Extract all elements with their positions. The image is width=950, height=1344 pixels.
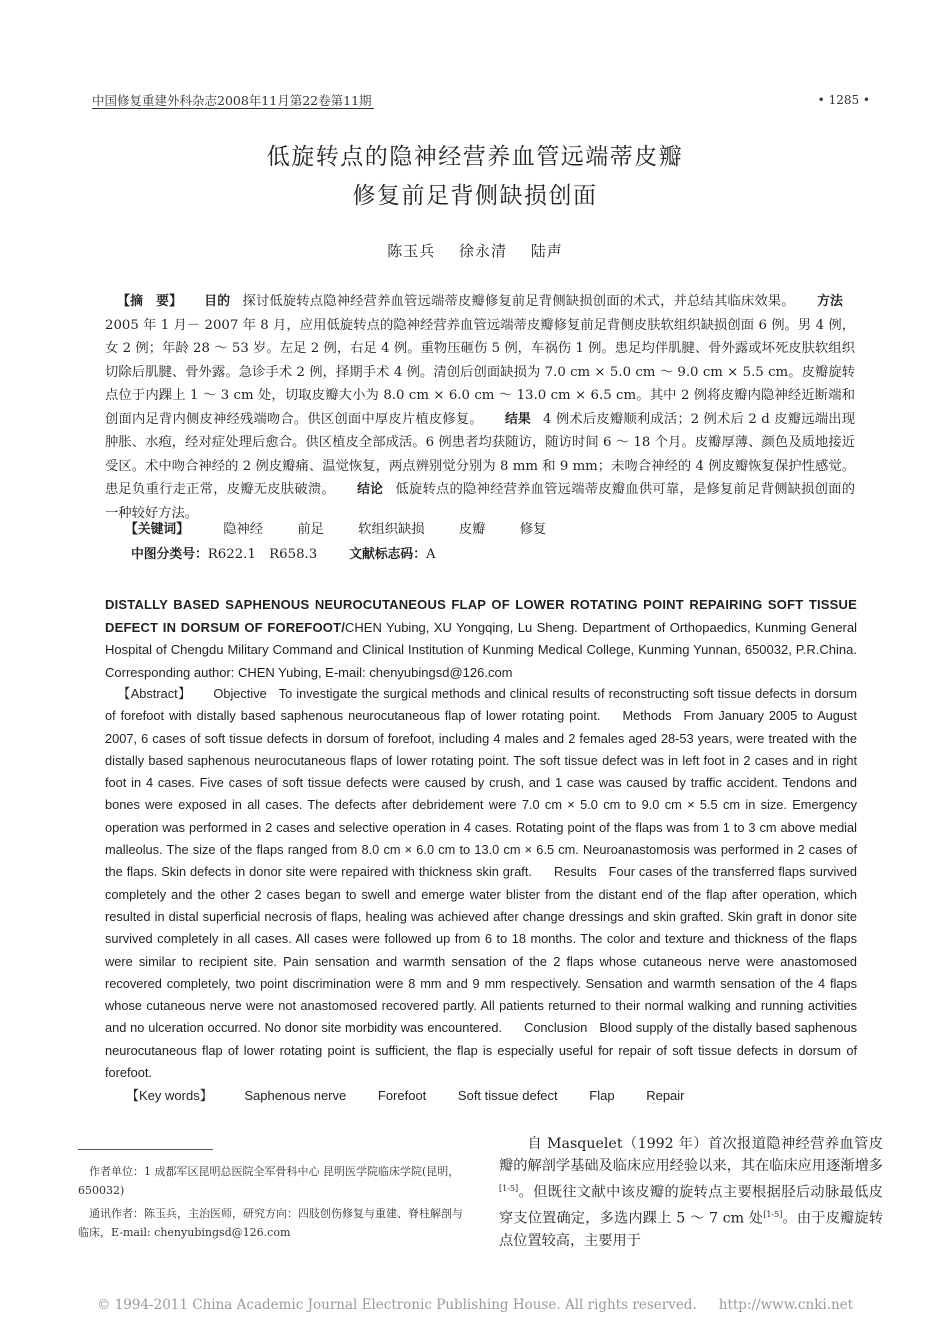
- keyword: 前足: [297, 522, 324, 537]
- article-title-line-2: 修复前足背侧缺损创面: [352, 183, 598, 209]
- english-abstract-label: 【Abstract】: [117, 686, 192, 701]
- author: 徐永清: [458, 242, 507, 260]
- author: 陈玉兵: [387, 242, 436, 260]
- footnote-rule: [78, 1149, 213, 1150]
- keyword: Soft tissue defect: [457, 1088, 558, 1103]
- results-label: 结果: [504, 411, 532, 427]
- document-code-value: A: [426, 547, 436, 562]
- body-text: [499, 1133, 883, 1252]
- english-results-label: Results: [553, 864, 597, 880]
- body-text-part: 。由于皮瓣旋转点位置较高，主要用于: [499, 1210, 883, 1249]
- english-objective-text: To investigate the surgical methods and clinical results of reconstructing soft tissue defects in dorsum of forefoot with distally based saphenous neurocutaneous flap of lower rotating point.: [105, 686, 857, 724]
- english-methods-text: From January 2005 to August 2007, 6 cases of soft tissue defects in dorsum of forefoot, including 4 males and 2 females aged 28-53 years, were treated with the distally based saphenous neurocutaneous flaps of lower rotating point. The soft tissue defect was in left foot in 2 cases and in right foot in 4 cases. Five cases of soft tissue defects were caused by crush, and 1 case was caused by traffic accident. Tendons and bones were exposed in all cases. The defects after debridement were 7.0 cm × 5.0 cm to 9.0 cm × 5.5 cm in size. Emergency operation was performed in 2 cases and selective operation in 4 cases. Rotating point of the flaps was from 1 to 3 cm above medial malleolus. The size of the flaps ranged from 8.0 cm × 6.0 cm to 13.0 cm × 6.5 cm. Neuroanastomosis was performed in 2 cases of the flaps. Skin defects in donor site were repaired with thickness skin graft.: [105, 708, 857, 880]
- article-title-line-1: 低旋转点的隐神经营养血管远端蒂皮瓣: [266, 144, 684, 170]
- author: 陆声: [530, 242, 563, 260]
- methods-label: 方法: [816, 294, 844, 309]
- english-keywords-label: 【Key words】: [126, 1088, 213, 1103]
- keywords-label: 【关键词】: [125, 522, 189, 537]
- english-title-block: [105, 594, 857, 684]
- keyword: 软组织缺损: [358, 522, 425, 537]
- author-list: [0, 240, 950, 261]
- english-abstract: [105, 683, 857, 1084]
- cnki-url: http://www.cnki.net: [718, 1297, 854, 1313]
- keyword: 修复: [519, 522, 547, 537]
- footnote-correspondence: 通讯作者：陈玉兵，主治医师，研究方向：四肢创伤修复与重建、脊柱解剖与临床，E-mail: chenyubingsd@126.com: [78, 1207, 463, 1239]
- footnote-affiliation: 作者单位：1 成都军区昆明总医院全军骨科中心 昆明医学院临床学院(昆明，650032): [78, 1165, 460, 1197]
- copyright-text: © 1994-2011 China Academic Journal Electronic Publishing House. All rights reserved.: [96, 1297, 697, 1313]
- english-keywords: [126, 1085, 685, 1104]
- english-objective-label: Objective: [213, 686, 267, 701]
- header-rule: [92, 108, 374, 109]
- journal-header: 中国修复重建外科杂志2008年11月第22卷第11期: [92, 93, 372, 108]
- english-results-text: Four cases of the transferred flaps survived completely and the other 2 cases began to swell and emerge water blister from the distant end of the flap after operation, which resulted in distal superficial necrosis of flaps, healing was achieved after change dressings and skin grafted. Skin graft in donor site survived completely in all cases. All cases were followed up from 6 to 18 months. The color and texture and thickness of the flaps were similar to recipient site. Pain sensation and warmth sensation of the 2 flaps whose cutaneous nerve were anastomosed recovered completely, two point discrimination were 8 mm and 9 mm respectively. Sensation and warmth sensation of the 4 flaps whose cutaneous nerve were not anastomosed recovered partly. All patients returned to their normal walking and running activities and no ulceration occurred. No donor site morbidity was encountered.: [105, 864, 857, 1036]
- abstract-label: 【摘 要】: [117, 294, 183, 309]
- keyword: 皮瓣: [458, 522, 486, 537]
- english-conclusion-label: Conclusion: [524, 1020, 588, 1036]
- keyword: 隐神经: [223, 522, 264, 537]
- methods-text: 2005 年 1 月－ 2007 年 8 月，应用低旋转点的隐神经营养血管远端蒂皮瓣修复前足背侧皮肤软组织缺损创面 6 例。男 4 例，女 2 例；年龄 28 ～ 53 岁。左足 2 例，右足 4 例。重物压砸伤 5 例，车祸伤 1 例。患足均伴肌腱、骨外露或坏死皮肤软组织切除后肌腱、骨外露。急诊手术 2 例，择期手术 4 例。清创后创面缺损为 7.0 cm × 5.0 cm ～ 9.0 cm × 5.5 cm。皮瓣旋转点位于内踝上 1 ～ 3 cm 处，切取皮瓣大小为 8.0 cm × 6.0 cm ～ 13.0 cm × 6.5 cm。其中 2 例将皮瓣内隐神经近断端和创面内足背内侧皮神经残端吻合。供区创面中厚皮片植皮修复。: [105, 317, 855, 427]
- body-text-part: 。但既往文献中该皮瓣的旋转点主要根据胫后动脉最低皮穿支位置确定，多选内踝上 5 ～ 7 cm 处: [499, 1184, 883, 1227]
- english-title: DISTALLY BASED SAPHENOUS NEUROCUTANEOUS FLAP OF LOWER ROTATING POINT REPAIRING SOFT TISSUE DEFECT IN DORSUM OF FOREFOOT/: [105, 597, 857, 635]
- classification-label: 中图分类号：: [131, 547, 208, 562]
- keyword: Saphenous nerve: [244, 1088, 347, 1103]
- body-text-part: 自 Masquelet（1992 年）首次报道隐神经营养血管皮瓣的解剖学基础及临床应用经验以来，其在临床应用逐渐增多: [499, 1136, 883, 1175]
- english-authors-affiliation: CHEN Yubing, XU Yongqing, Lu Sheng. Department of Orthopaedics, Kunming General Hospital of Chengdu Military Command and Clinical Institution of Kunming Medical College, Kunming Yunnan, 650032, P.R.China. Corresponding author: CHEN Yubing, E-mail: chenyubingsd@126.com: [105, 619, 857, 680]
- conclusion-label: 结论: [356, 482, 384, 497]
- copyright-line: [0, 1297, 950, 1313]
- footnotes: [78, 1162, 470, 1246]
- keyword: Flap: [589, 1088, 615, 1103]
- results-text: 4 例术后皮瓣顺利成活；2 例术后 2 d 皮瓣远端出现肿胀、水疱，经对症处理后愈合。供区植皮全部成活。6 例患者均获随访，随访时间 6 ～ 18 个月。皮瓣厚薄、颜色及质地接近受区。术中吻合神经的 2 例皮瓣痛、温觉恢复，两点辨别觉分别为 8 mm 和 9 mm；未吻合神经的 4 例皮瓣恢复保护性感觉。患足负重行走正常，皮瓣无皮肤破溃。: [105, 411, 856, 497]
- english-methods-label: Methods: [622, 708, 672, 724]
- document-code-label: 文献标志码：: [349, 547, 427, 562]
- citation: [1-5]: [499, 1183, 519, 1193]
- page-number: • 1285 •: [817, 93, 870, 107]
- english-conclusion-text: Blood supply of the distally based saphenous neurocutaneous flap of lower rotating point is sufficient, the flap is especially useful for repair of soft tissue defects in dorsum of forefoot.: [105, 1020, 857, 1081]
- citation: [1-5]: [763, 1209, 783, 1219]
- keyword: Repair: [646, 1088, 685, 1103]
- objective-text: 探讨低旋转点隐神经营养血管远端蒂皮瓣修复前足背侧缺损创面的术式，并总结其临床效果。: [242, 294, 795, 309]
- classification-values: R622.1 R658.3: [207, 547, 318, 562]
- chinese-abstract: [105, 290, 855, 525]
- keyword: Forefoot: [377, 1088, 427, 1103]
- classification-row: [131, 543, 436, 562]
- conclusion-text: 低旋转点的隐神经营养血管远端蒂皮瓣血供可靠，是修复前足背侧缺损创面的一种较好方法。: [105, 482, 856, 521]
- objective-label: 目的: [204, 294, 231, 309]
- chinese-keywords: [125, 518, 546, 537]
